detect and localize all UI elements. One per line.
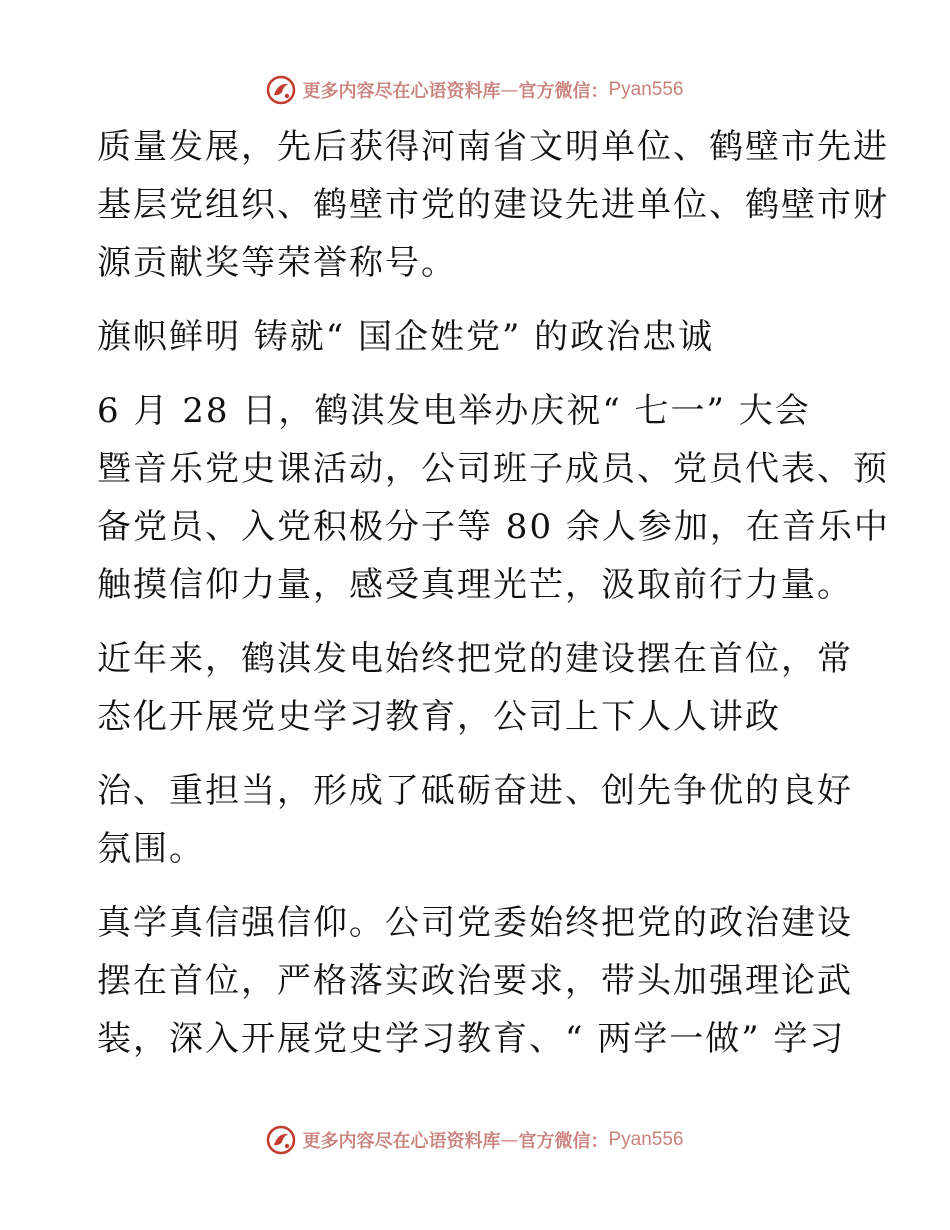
- brand-logo-icon: [266, 1125, 296, 1155]
- watermark-text: 更多内容尽在心语资料库: [302, 81, 501, 102]
- section-heading: [97, 308, 857, 366]
- text-line: 真学真信强信仰。公司党委始终把党的政治建设: [97, 903, 853, 943]
- paragraph: [97, 762, 857, 878]
- text-line: 触摸信仰力量，感受真理光芒，汲取前行力量。: [97, 565, 853, 605]
- watermark-wechat-id: Pyan556: [608, 1129, 684, 1150]
- watermark-wechat-id: Pyan556: [608, 79, 684, 100]
- document-body: [97, 118, 890, 1068]
- text-line: 装，深入开展党史学习教育、“ 两学一做” 学习: [97, 1019, 846, 1059]
- paragraph: [97, 382, 890, 614]
- watermark-wechat-label: 官方微信：: [518, 1131, 609, 1152]
- text-line: 摆在首位，严格落实政治要求，带头加强理论武: [97, 961, 853, 1001]
- paragraph: [97, 894, 857, 1068]
- text-line: 备党员、入党积极分子等 80 余人参加，在音乐中: [97, 507, 890, 547]
- text-line: 质量发展，先后获得河南省文明单位、鹤壁市先进: [97, 127, 889, 167]
- footer-watermark: [0, 1122, 950, 1158]
- text-line: 暨音乐党史课活动，公司班子成员、党员代表、预: [97, 449, 889, 489]
- text-line: 旗帜鲜明 铸就“ 国企姓党” 的政治忠诚: [97, 317, 715, 357]
- paragraph: [97, 630, 857, 746]
- watermark-dash: —: [500, 79, 519, 101]
- watermark-dash: —: [500, 1129, 519, 1151]
- text-line: 基层党组织、鹤壁市党的建设先进单位、鹤壁市财: [97, 185, 889, 225]
- watermark-wechat-label: 官方微信：: [518, 81, 609, 102]
- text-line: 近年来，鹤淇发电始终把党的建设摆在首位，常: [97, 639, 853, 679]
- watermark-text: 更多内容尽在心语资料库: [302, 1131, 501, 1152]
- brand-logo-icon: [266, 75, 296, 105]
- header-watermark: [0, 72, 950, 108]
- text-line: 态化开展党史学习教育，公司上下人人讲政: [97, 697, 781, 737]
- text-line: 氛围。: [97, 829, 205, 869]
- paragraph: [97, 118, 889, 292]
- text-line: 6 月 28 日，鹤淇发电举办庆祝“ 七一” 大会: [97, 391, 811, 431]
- text-line: 源贡献奖等荣誉称号。: [97, 243, 457, 283]
- text-line: 治、重担当，形成了砥砺奋进、创先争优的良好: [97, 771, 853, 811]
